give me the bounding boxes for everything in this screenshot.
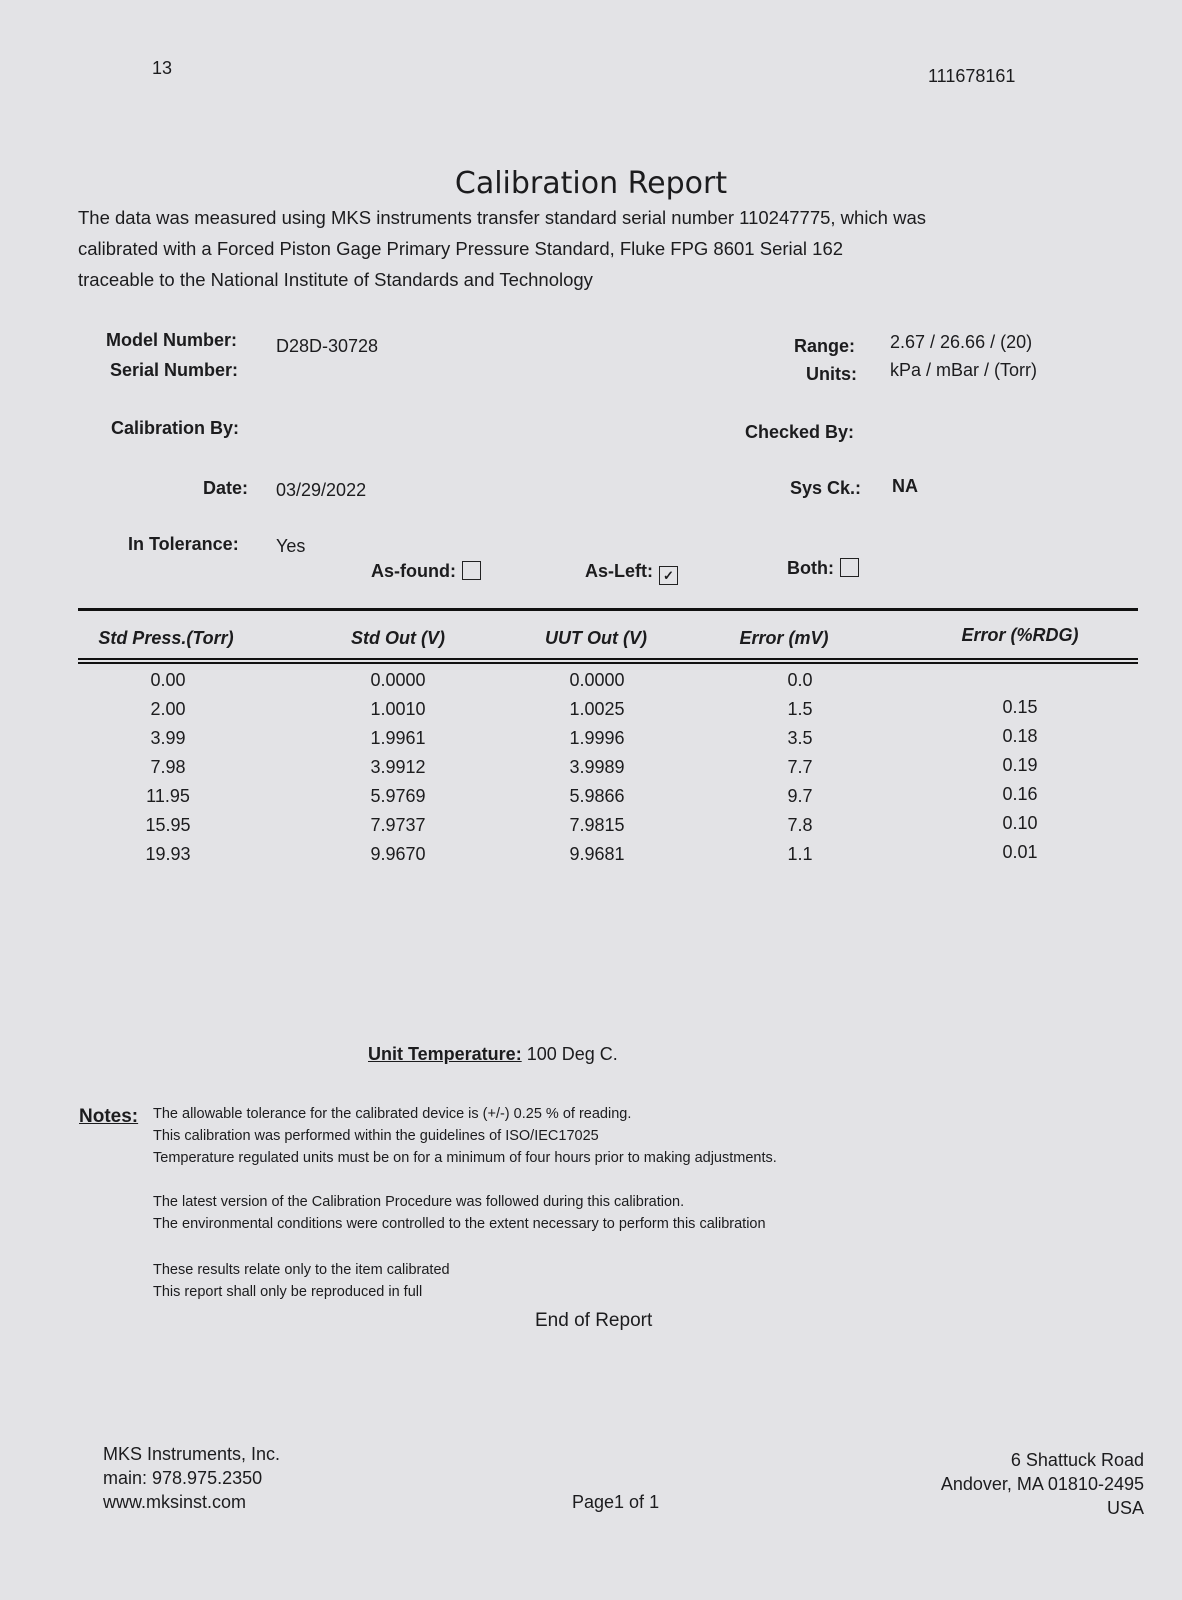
table-cell: 0.01 bbox=[1002, 842, 1038, 862]
table-cell: 7.9737 bbox=[370, 815, 426, 835]
table-cell: 3.9989 bbox=[569, 757, 625, 777]
table-cell: 9.9670 bbox=[370, 844, 426, 864]
range-label: Range: bbox=[794, 336, 856, 356]
page-number-top: 13 bbox=[152, 58, 173, 78]
as-left-checkbox[interactable] bbox=[585, 561, 678, 585]
footer-country: USA bbox=[1106, 1498, 1144, 1518]
note-line: This report shall only be reproduced in full bbox=[153, 1284, 423, 1300]
table-cell: 0.0000 bbox=[569, 670, 625, 690]
table-cell: 3.99 bbox=[150, 728, 186, 748]
unit-temperature bbox=[368, 1044, 618, 1065]
table-cell: 0.0 bbox=[787, 670, 813, 690]
footer-address-line2: Andover, MA 01810-2495 bbox=[940, 1474, 1144, 1494]
table-cell: 5.9866 bbox=[569, 786, 625, 806]
table-cell: 15.95 bbox=[145, 815, 191, 835]
table-cell: 0.15 bbox=[1002, 697, 1038, 717]
sys-ck-label: Sys Ck.: bbox=[790, 478, 862, 498]
table-cell: 2.00 bbox=[150, 699, 186, 719]
serial-number-label: Serial Number: bbox=[110, 360, 239, 380]
unit-temperature-label: Unit Temperature: bbox=[368, 1044, 522, 1064]
table-cell: 0.19 bbox=[1002, 755, 1038, 775]
table-cell: 7.8 bbox=[787, 815, 813, 835]
checked-by-label: Checked By: bbox=[745, 422, 855, 442]
table-cell: 1.1 bbox=[787, 844, 813, 864]
as-found-label: As-found: bbox=[371, 561, 456, 581]
table-cell: 1.5 bbox=[787, 699, 813, 719]
col-header-error-mv: Error (mV) bbox=[739, 628, 829, 648]
table-cell: 7.98 bbox=[150, 757, 186, 777]
table-cell: 5.9769 bbox=[370, 786, 426, 806]
table-cell: 1.9996 bbox=[569, 728, 625, 748]
document-number: 111678161 bbox=[928, 66, 1016, 86]
table-cell: 3.5 bbox=[787, 728, 813, 748]
col-header-uut-out: UUT Out (V) bbox=[545, 628, 647, 648]
table-cell: 7.7 bbox=[787, 757, 813, 777]
table-header-rule bbox=[78, 658, 1138, 660]
footer-address-line1: 6 Shattuck Road bbox=[1010, 1450, 1144, 1470]
checkbox-icon bbox=[462, 561, 481, 580]
calibration-by-label: Calibration By: bbox=[111, 418, 240, 438]
table-header-rule bbox=[78, 662, 1138, 664]
table-cell: 9.7 bbox=[787, 786, 813, 806]
range-value: 2.67 / 26.66 / (20) bbox=[890, 332, 1033, 352]
checkbox-checked-icon: ✓ bbox=[659, 566, 678, 585]
intro-line: traceable to the National Institute of Standards and Technology bbox=[78, 269, 593, 290]
checkbox-icon bbox=[840, 558, 859, 577]
as-left-label: As-Left: bbox=[585, 561, 653, 581]
table-cell: 1.0010 bbox=[370, 699, 426, 719]
note-line: The allowable tolerance for the calibrated device is (+/-) 0.25 % of reading. bbox=[153, 1106, 632, 1122]
table-cell: 0.10 bbox=[1002, 813, 1038, 833]
table-cell: 0.16 bbox=[1002, 784, 1038, 804]
units-label: Units: bbox=[806, 364, 857, 384]
footer-page-number: Page1 of 1 bbox=[572, 1492, 660, 1512]
date-value: 03/29/2022 bbox=[276, 480, 367, 500]
intro-line: calibrated with a Forced Piston Gage Primary Pressure Standard, Fluke FPG 8601 Serial 162 bbox=[78, 238, 844, 259]
both-checkbox[interactable] bbox=[787, 558, 859, 579]
note-line: The latest version of the Calibration Procedure was followed during this calibration. bbox=[153, 1194, 685, 1210]
intro-line: The data was measured using MKS instruments transfer standard serial number 110247775, which was bbox=[78, 207, 927, 228]
model-number-value: D28D-30728 bbox=[276, 336, 379, 356]
note-line: Temperature regulated units must be on for a minimum of four hours prior to making adjustments. bbox=[153, 1150, 777, 1166]
both-label: Both: bbox=[787, 558, 834, 578]
col-header-std-press: Std Press.(Torr) bbox=[98, 628, 234, 648]
note-line: The environmental conditions were controlled to the extent necessary to perform this calibration bbox=[153, 1216, 766, 1232]
in-tolerance-label: In Tolerance: bbox=[128, 534, 239, 554]
date-label: Date: bbox=[203, 478, 249, 498]
note-line: This calibration was performed within the guidelines of ISO/IEC17025 bbox=[153, 1128, 599, 1144]
table-cell: 3.9912 bbox=[370, 757, 426, 777]
note-line: These results relate only to the item calibrated bbox=[153, 1262, 450, 1278]
sys-ck-value: NA bbox=[892, 476, 918, 496]
table-cell: 1.9961 bbox=[370, 728, 426, 748]
model-number-label: Model Number: bbox=[106, 330, 238, 350]
report-title: Calibration Report bbox=[454, 166, 728, 201]
footer-address-block bbox=[941, 1448, 1144, 1520]
table-cell: 0.18 bbox=[1002, 726, 1038, 746]
table-cell: 0.00 bbox=[150, 670, 186, 690]
as-found-checkbox[interactable] bbox=[371, 561, 481, 582]
unit-temperature-value: 100 Deg C. bbox=[526, 1044, 618, 1064]
footer-company-block bbox=[103, 1442, 280, 1514]
notes-label: Notes: bbox=[79, 1106, 139, 1127]
intro-paragraph bbox=[78, 202, 926, 295]
end-of-report: End of Report bbox=[535, 1310, 653, 1331]
col-header-error-rdg: Error (%RDG) bbox=[961, 625, 1079, 645]
table-cell: 11.95 bbox=[146, 786, 190, 806]
in-tolerance-value: Yes bbox=[276, 536, 306, 556]
footer-phone: main: 978.975.2350 bbox=[103, 1468, 263, 1488]
table-cell: 9.9681 bbox=[569, 844, 625, 864]
col-header-std-out: Std Out (V) bbox=[351, 628, 445, 648]
table-cell: 1.0025 bbox=[569, 699, 625, 719]
units-value: kPa / mBar / (Torr) bbox=[890, 360, 1038, 380]
table-cell: 7.9815 bbox=[569, 815, 625, 835]
table-cell: 0.0000 bbox=[370, 670, 426, 690]
footer-website: www.mksinst.com bbox=[103, 1492, 247, 1512]
table-cell: 19.93 bbox=[145, 844, 191, 864]
table-top-rule bbox=[78, 608, 1138, 611]
footer-company: MKS Instruments, Inc. bbox=[103, 1444, 281, 1464]
notes-block bbox=[153, 1103, 777, 1303]
